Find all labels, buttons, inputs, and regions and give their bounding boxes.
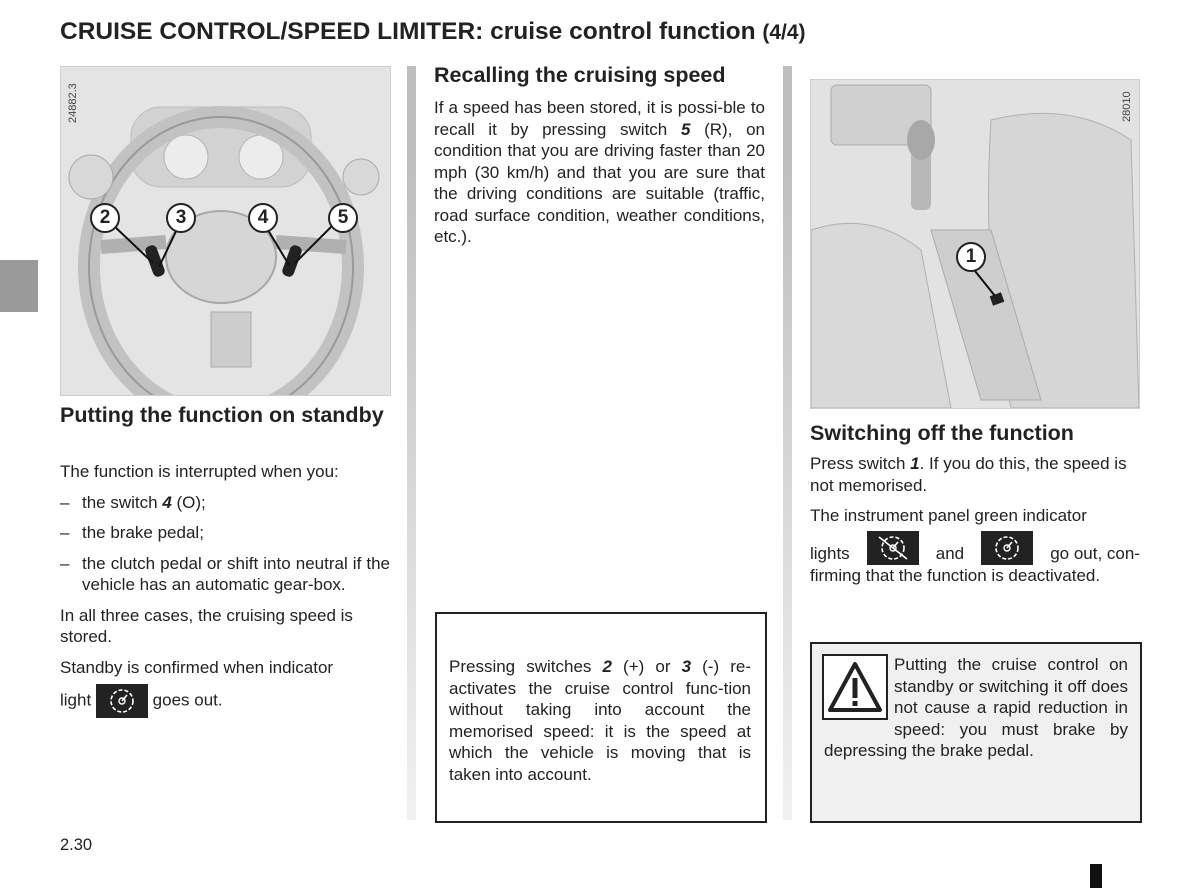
column-divider-right: [783, 66, 792, 820]
indicator-light-line: light goes out.: [60, 684, 390, 718]
page-title-text: CRUISE CONTROL/SPEED LIMITER: cruise control function: [60, 18, 756, 45]
standby-section: [60, 461, 390, 718]
page-corner-mark: [1090, 864, 1102, 888]
callout-2: 2: [90, 203, 120, 233]
list-item-text: the switch 4 (O);: [82, 492, 206, 512]
steering-wheel-illustration: [60, 66, 391, 396]
confirming-text: firming that the function is deactivated.: [810, 565, 1101, 585]
page-number: 2.30: [60, 836, 93, 854]
speed-limiter-indicator-icon: [867, 531, 919, 565]
callout-5: 5: [328, 203, 358, 233]
page-title-suffix: (4/4): [762, 21, 806, 44]
cruise-control-indicator-icon: [981, 531, 1033, 565]
list-item: [60, 522, 390, 544]
switch-off-heading: Switching off the function: [810, 421, 1074, 445]
callout-4: 4: [248, 203, 278, 233]
list-item: [60, 553, 390, 596]
recall-heading: Recalling the cruising speed: [434, 63, 726, 87]
cruise-control-indicator-icon: [96, 684, 148, 718]
illustration-code: 24882.3: [67, 83, 79, 123]
warning-box: [810, 642, 1142, 823]
gear-lever-illustration: [810, 79, 1140, 409]
list-dash: –: [60, 553, 70, 573]
standby-confirm-text: Standby is confirmed when indicator: [60, 657, 334, 677]
callout-1: 1: [956, 242, 986, 272]
stored-text: In all three cases, the cruising speed is stored.: [60, 605, 353, 646]
list-item-text: the clutch pedal or shift into neutral if the vehicle has an automatic gear-box.: [82, 553, 390, 594]
warning-text: Putting the cruise control on standby or switching it off does not cause a rapid reduction in speed: you must brake by depressing the brake pedal.: [824, 655, 1128, 760]
switch-off-para: Press switch 1. If you do this, the speed is not memorised.: [810, 454, 1127, 495]
standby-intro: The function is interrupted when you:: [60, 462, 339, 481]
list-item: [60, 492, 390, 514]
list-item-text: the brake pedal;: [82, 523, 204, 542]
list-dash: –: [60, 523, 70, 542]
standby-heading: Putting the function on standby: [60, 403, 384, 427]
note-box: [435, 612, 767, 823]
switch-off-section: [810, 453, 1140, 586]
illustration-code: 28010: [1121, 91, 1133, 122]
indicator-lights-line: lights and go out, con-: [810, 531, 1140, 565]
list-dash: –: [60, 492, 70, 512]
note-text: Pressing switches 2 (+) or 3 (-) re-activates the cruise control func-tion without taking into account the memorised speed: it is the speed at which the vehicle is moving that is taken into account.: [449, 657, 751, 784]
recall-paragraph: If a speed has been stored, it is possi-ble to recall it by pressing switch 5 (R), on condition that you are driving faster than 20 mph (30 km/h) and that you are sure that the driving conditions are suitable (traffic, road surface condition, weather conditions, etc.).: [434, 98, 765, 246]
section-tab: [0, 260, 38, 312]
column-divider-left: [407, 66, 416, 820]
page-title: [60, 18, 806, 46]
callout-3: 3: [166, 203, 196, 233]
indicator-para: The instrument panel green indicator: [810, 506, 1087, 525]
